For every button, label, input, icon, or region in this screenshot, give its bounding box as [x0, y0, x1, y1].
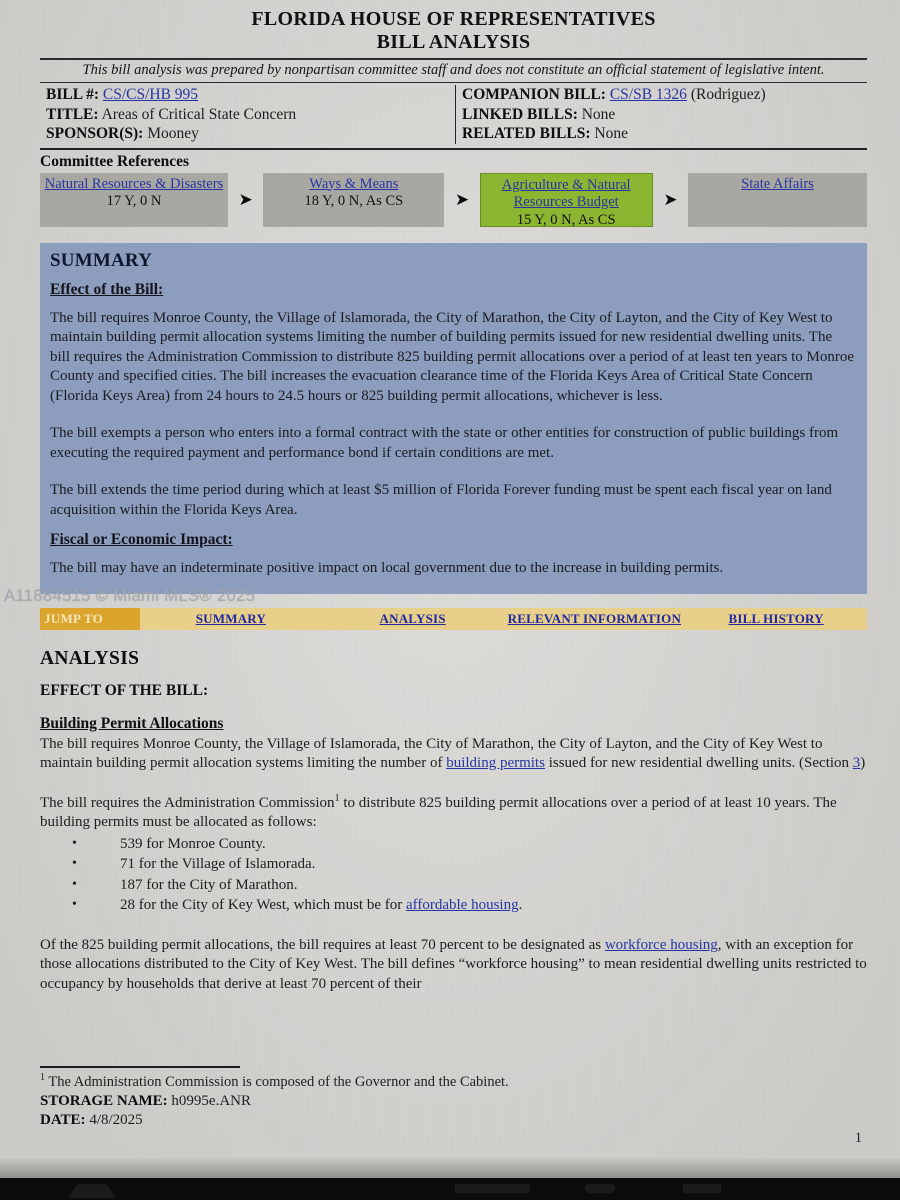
title-line-1: FLORIDA HOUSE OF REPRESENTATIVES [251, 8, 656, 30]
building-permits-link[interactable]: building permits [446, 755, 545, 771]
bill-sponsor-value: Mooney [147, 125, 199, 142]
committee-link-natural-resources[interactable]: Natural Resources & Disasters [44, 175, 224, 192]
analysis-paragraph-1 [40, 735, 867, 774]
storage-name-line [40, 1092, 867, 1110]
bezel-reflection [585, 1184, 615, 1193]
bill-sponsor-row [46, 124, 455, 144]
fiscal-impact-heading: Fiscal or Economic Impact: [50, 531, 233, 548]
analysis-p3-text-b: , with an exception for those allocations distributed to the City of Key West. The bill defines “workforce housing” to mean residential dwelling units restricted to occupancy by households that derive at least 70 percent of their [40, 936, 867, 992]
jump-cell-summary [140, 608, 322, 630]
jump-to-label: JUMP TO [40, 608, 140, 630]
bezel-reflection [455, 1184, 530, 1193]
jump-link-summary[interactable]: SUMMARY [195, 611, 267, 626]
linked-bills-value: None [581, 105, 616, 123]
arrow-right-icon: ➤ [663, 189, 678, 210]
allocation-bullet-list [40, 834, 867, 916]
title-line-2: BILL ANALYSIS [376, 31, 531, 53]
bill-number-label: BILL #: [46, 86, 99, 103]
analysis-paragraph-2 [40, 794, 867, 833]
jump-link-bill-history[interactable]: BILL HISTORY [728, 611, 824, 626]
summary-heading: SUMMARY [50, 249, 153, 271]
bill-analysis-page [40, 8, 867, 994]
related-bills-label: RELATED BILLS: [462, 125, 591, 142]
arrow-right-icon: ➤ [454, 189, 470, 210]
storage-name-label: STORAGE NAME: [40, 1093, 168, 1109]
analysis-p3-text-a: Of the 825 building permit allocations, the bill requires at least 70 percent to be designated as [40, 936, 605, 953]
committee-link-agriculture-budget[interactable]: Agriculture & Natural Resources Budget [501, 176, 631, 210]
committee-references-flow [40, 173, 867, 227]
bill-sponsor-label: SPONSOR(S): [46, 125, 144, 142]
effect-of-bill-heading: Effect of the Bill: [50, 281, 164, 298]
footnote-1-text: The Administration Commission is composed of the Governor and the Cabinet. [45, 1074, 509, 1090]
committee-vote-ways-means: 18 Y, 0 N, As CS [304, 193, 404, 209]
committee-box-agriculture-budget [480, 173, 653, 227]
bullet-islamorada: • 71 for the Village of Islamorada. [40, 854, 867, 875]
workforce-housing-link[interactable]: workforce housing [604, 936, 718, 953]
bill-title-value: Areas of Critical State Concern [101, 105, 297, 123]
footnote-1 [40, 1073, 867, 1091]
jump-cell-relevant-information [504, 608, 686, 630]
bullet-marathon: • 187 for the City of Marathon. [40, 875, 867, 896]
committee-box-natural-resources [40, 173, 228, 227]
storage-name-value: h0995e.ANR [167, 1093, 251, 1109]
bill-number-link[interactable]: CS/CS/HB 995 [102, 86, 199, 103]
analysis-p1-text-c: ) [860, 755, 866, 771]
committee-link-ways-means[interactable]: Ways & Means [309, 175, 399, 192]
bullet-key-west [40, 895, 867, 916]
bill-number-row [46, 85, 455, 105]
bill-info-table [40, 83, 867, 150]
bill-info-left-column [40, 85, 455, 144]
footnote-1-marker: 1 [40, 1072, 45, 1084]
page-number: 1 [854, 1130, 862, 1146]
companion-bill-link[interactable]: CS/SB 1326 [609, 86, 687, 103]
building-permit-allocations-heading: Building Permit Allocations [40, 715, 224, 732]
bill-title-row [46, 105, 455, 125]
watermark: A11884515 © Miami MLS® 2025 [4, 587, 256, 605]
page-title [40, 8, 867, 54]
analysis-section [40, 649, 867, 994]
committee-vote-natural-resources: 17 Y, 0 N [106, 193, 162, 209]
related-bills-row [462, 124, 867, 144]
monitor-bezel [0, 1178, 900, 1200]
date-label: DATE: [40, 1112, 86, 1128]
linked-bills-label: LINKED BILLS: [462, 105, 578, 123]
bezel-reflection [683, 1184, 721, 1193]
screen-bottom-edge [0, 1156, 900, 1178]
jump-to-bar [40, 608, 867, 630]
section-3-link[interactable]: 3 [852, 755, 861, 771]
companion-bill-suffix: (Rodriguez) [686, 86, 766, 103]
summary-paragraph-2: The bill exempts a person who enters into a formal contract with the state or other entities for construction of public buildings from executing the required payment and performance bond if certain conditions are met. [50, 425, 839, 461]
analysis-paragraph-3 [40, 936, 867, 995]
analysis-p2-text-b: to distribute 825 building permit allocations over a period of at least 10 years. The building permits must be allocated as follows: [40, 794, 837, 830]
committee-link-state-affairs[interactable]: State Affairs [741, 175, 814, 192]
companion-bill-label: COMPANION BILL: [462, 86, 606, 103]
date-value: 4/8/2025 [85, 1112, 143, 1128]
footnote-divider [40, 1066, 240, 1068]
bezel-reflection [68, 1184, 116, 1198]
summary-section [40, 243, 867, 595]
page-footer [40, 1066, 867, 1129]
bill-title-label: TITLE: [46, 105, 99, 123]
analysis-heading: ANALYSIS [40, 648, 140, 669]
analysis-effect-heading: EFFECT OF THE BILL: [40, 681, 209, 699]
affordable-housing-link[interactable]: affordable housing [405, 897, 519, 913]
jump-cell-bill-history [685, 608, 867, 630]
bullet-key-west-text-a: 28 for the City of Key West, which must be for [120, 897, 406, 913]
summary-paragraph-3: The bill extends the time period during which at least $5 million of Florida Forever funding must be spent each fiscal year on land acquisition within the Florida Keys Area. [50, 482, 832, 518]
bill-info-right-column [455, 85, 867, 144]
bullet-key-west-text-b: . [518, 897, 523, 913]
companion-bill-row [462, 85, 867, 105]
related-bills-value: None [594, 125, 628, 142]
fiscal-impact-text: The bill may have an indeterminate positive impact on local government due to the increase in building permits. [50, 559, 724, 576]
analysis-p1-text-b: issued for new residential dwelling units. (Section [544, 755, 853, 771]
arrow-right-icon: ➤ [238, 189, 253, 210]
committee-vote-agriculture-budget: 15 Y, 0 N, As CS [516, 211, 616, 228]
analysis-p2-text-a: The bill requires the Administration Commission [40, 794, 335, 811]
summary-paragraph-1: The bill requires Monroe County, the Village of Islamorada, the City of Marathon, the City of Layton, and the City of Key West to maintain building permit allocation systems limiting the number of building permits issued for new residential dwelling units. The bill requires the Administration Commission to distribute 825 building permit allocations over a period of at least ten years to Monroe County and specified cities. The bill increases the evacuation clearance time of the Florida Keys Area of Critical State Concern (Florida Keys Area) from 24 hours to 24.5 hours or 825 building permit allocations, whichever is less. [50, 309, 855, 404]
jump-link-analysis[interactable]: ANALYSIS [379, 611, 446, 626]
jump-link-relevant-information[interactable]: RELEVANT INFORMATION [507, 611, 682, 626]
footnote-reference-1: 1 [334, 792, 340, 804]
disclaimer: This bill analysis was prepared by nonpartisan committee staff and does not constitute an official statement of legislative intent. [40, 58, 867, 83]
date-line [40, 1111, 867, 1129]
analysis-p1-text-a: The bill requires Monroe County, the Village of Islamorada, the City of Marathon, the City of Layton, and the City of Key West to maintain building permit allocation systems limiting the number of [40, 735, 823, 771]
committee-references-heading: Committee References [40, 152, 190, 170]
jump-cell-analysis [322, 608, 504, 630]
linked-bills-row [462, 105, 867, 125]
committee-box-state-affairs [688, 173, 867, 227]
committee-box-ways-means [263, 173, 444, 227]
bullet-monroe-county: • 539 for Monroe County. [40, 834, 867, 855]
